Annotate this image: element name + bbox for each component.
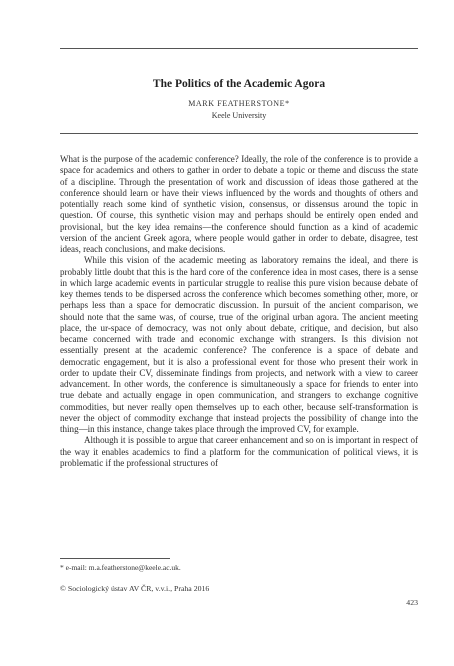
article-title: The Politics of the Academic Agora bbox=[152, 78, 326, 90]
paragraph-3: Although it is possible to argue that career enhancement and so on is important in respect of the way it enables academics to find a platform for the communication of political views, it is problematic if the professional structures of bbox=[60, 435, 418, 468]
page-number: 423 bbox=[406, 598, 418, 607]
article-body bbox=[60, 154, 418, 469]
footnote-email: * e-mail: m.a.featherstone@keele.ac.uk. bbox=[60, 563, 181, 572]
copyright-notice: © Sociologický ústav AV ČR, v.v.i., Praha 2016 bbox=[60, 584, 210, 593]
paragraph-2: While this vision of the academic meeting as laboratory remains the ideal, and there is probably little doubt that this is the hard core of the conference idea in most cases, there is a sense in which large academic events in particular struggle to realise this pure vision because debate of key themes tends to be dispersed across the conference which becomes something other, more, or perhaps less than a space for democratic discussion. In pursuit of the ancient comparison, we should note that the same was, of course, true of the original urban agora. The ancient meeting place, the ur-space of democracy, was not only about debate, critique, and decision, but also became concerned with trade and economic exchange with strangers. Is this division not essentially present at the academic conference? The conference is a space of debate and democratic engagement, but it is also a professional event for those who present their work in order to update their CV, disseminate findings from projects, and network with a view to career advancement. In other words, the conference is simultaneously a space for friends to enter into true debate and actually engage in open communication, and strangers to exchange cognitive commodities, but never really open themselves up to each other, because self-transformation is never the object of commodity exchange that instead projects the possibility of change into the thing—in this instance, change takes place through the improved CV, for example. bbox=[60, 255, 418, 434]
paragraph-1: What is the purpose of the academic conference? Ideally, the role of the conference is to provide a space for academics and others to gather in order to debate a topic or theme and discuss the state of a discipline. Through the presentation of work and discussion of ideas those gathered at the conference should learn or have their views influenced by the words and thoughts of others and potentially reach some kind of synthetic vision, consensus, or dissensus around the topic in question. Of course, this synthetic vision may and perhaps should be entirely open ended and provisional, but the key idea remains—the conference should function as a kind of academic version of the ancient Greek agora, where people would gather in order to debate, disagree, test ideas, reach conclusions, and make decisions. bbox=[60, 154, 418, 254]
abstract-rule bbox=[60, 133, 418, 134]
footnote-rule bbox=[60, 558, 170, 559]
header-rule bbox=[60, 48, 418, 49]
author-name: MARK FEATHERSTONE* bbox=[188, 99, 290, 108]
author-affiliation: Keele University bbox=[211, 111, 267, 120]
